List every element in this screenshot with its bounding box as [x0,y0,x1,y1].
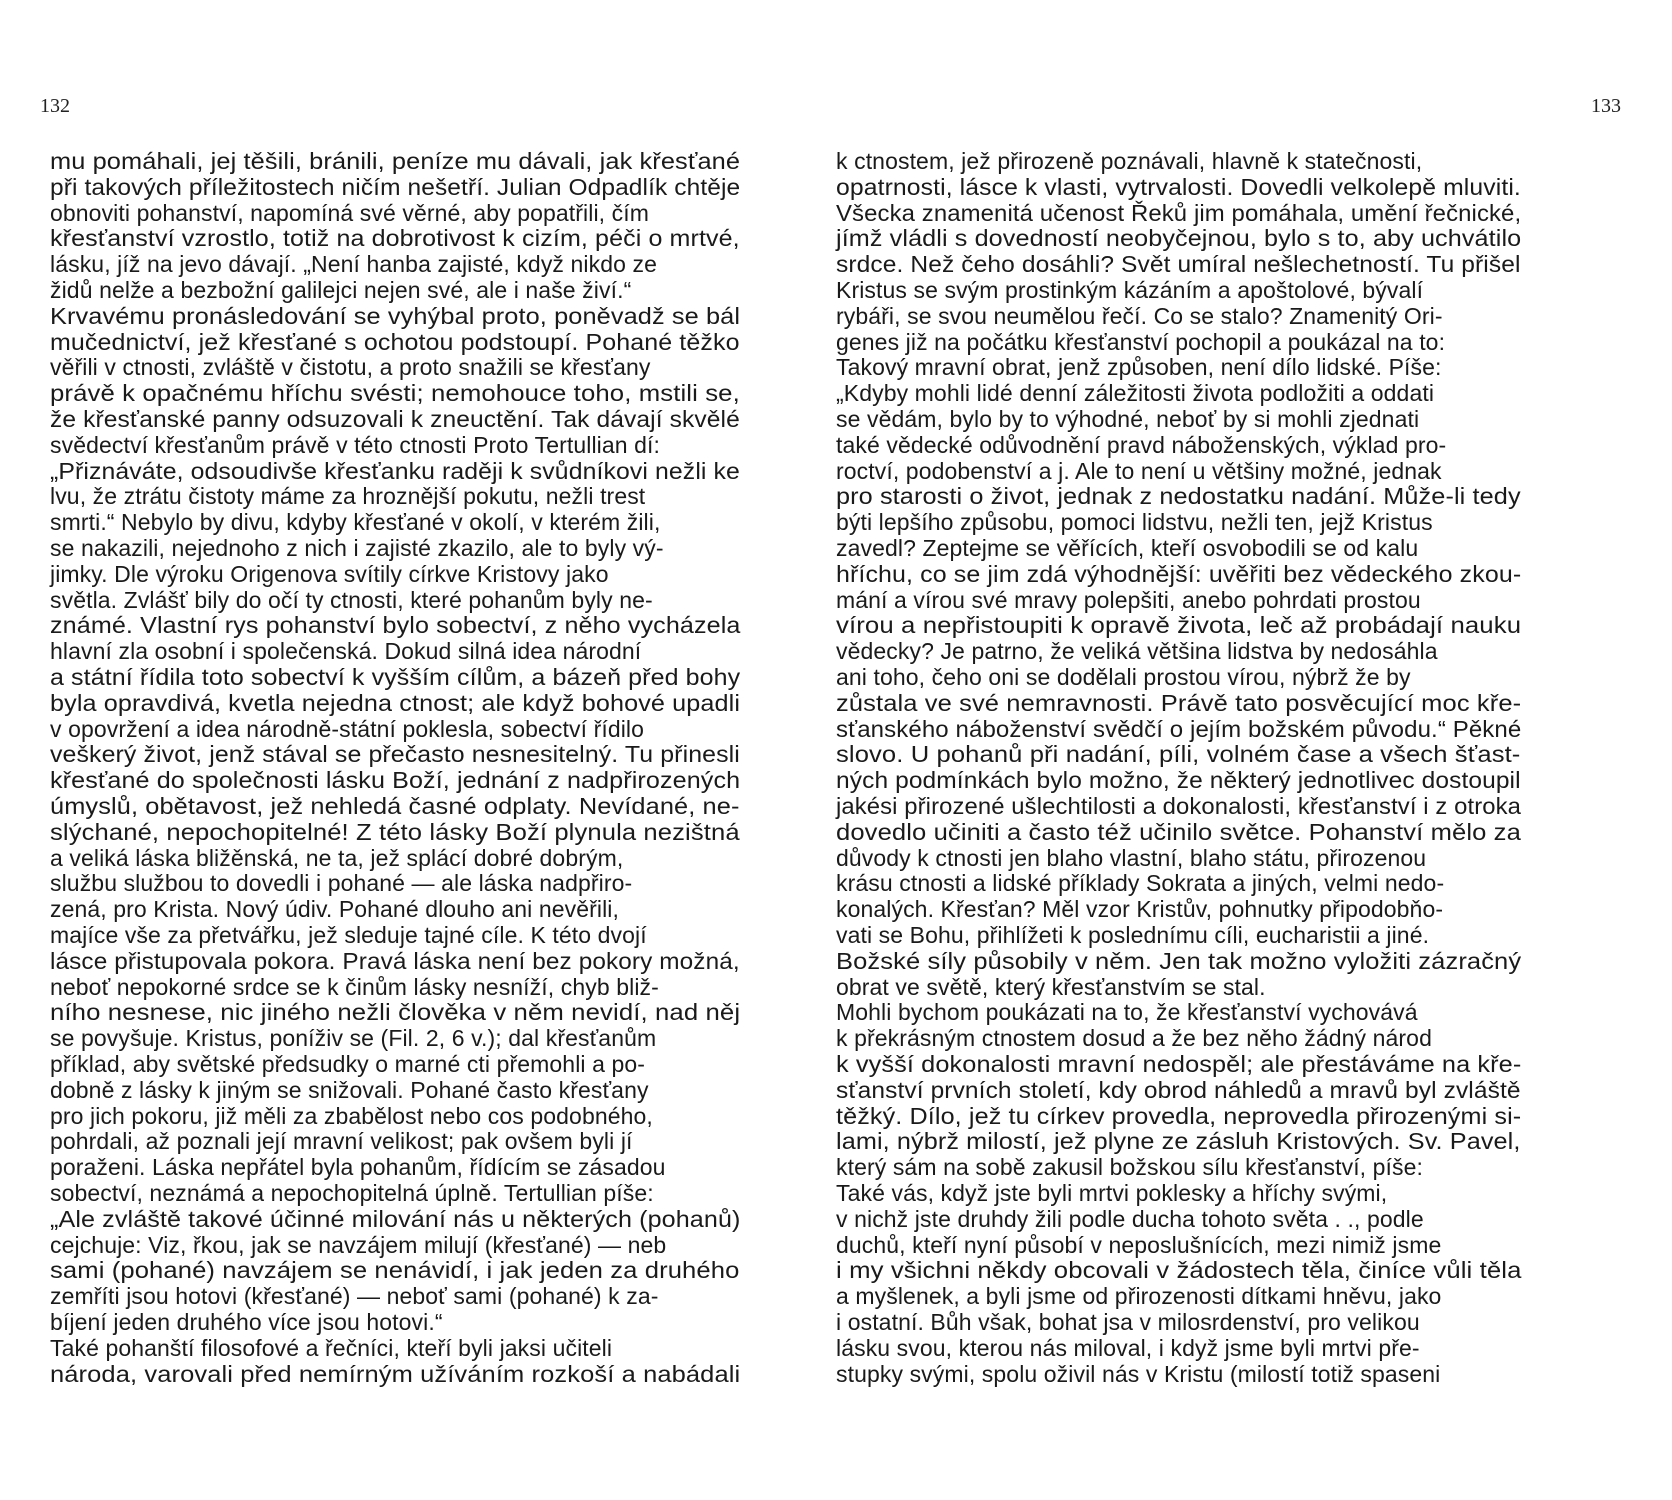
text-line: „Ale zvláště takové účinné milování nás u některých (pohanů) [50,1205,741,1232]
text-line: veškerý život, jenž stával se přečasto nesnesitelný. Tu přinesli [50,741,740,768]
text-line: a státní řídila toto sobectví k vyšším cílům, a bázeň před bohy [50,664,741,690]
text-line: světla. Zvlášť bily do očí ty ctnosti, které pohanům byly ne- [50,586,653,613]
text-line: v nichž jste druhdy žili podle ducha tohoto světa . ., podle [836,1205,1424,1232]
text-line: lásku svou, kterou nás miloval, i když jsme byli mrtvi pře- [836,1334,1420,1361]
text-line: lvu, že ztrátu čistoty máme za hroznější pokutu, nežli trest [50,483,646,510]
text-line: vírou a nepřistoupiti k opravě života, leč až probádají nauku [836,612,1522,639]
text-line: smrti.“ Nebylo by divu, kdyby křesťané v okolí, v kterém žili, [50,509,661,536]
text-line: sobectví, neznámá a nepochopitelná úplně. Tertullian píše: [50,1180,654,1206]
text-line: mučednictví, jež křesťané s ochotou podstoupí. Pohané těžko [50,328,740,355]
text-line: příklad, aby světské předsudky o marné cti přemohli a po- [50,1051,646,1077]
text-line: Mohli bychom poukázati na to, že křesťanství vychovává [836,999,1418,1026]
text-line: mu pomáhali, jej těšili, bránili, peníze mu dávali, jak křesťané [50,148,741,174]
text-line: dovedlo učiniti a často též učinilo světce. Pohanství mělo za [836,818,1521,845]
text-line: srdce. Než čeho dosáhli? Svět umíral nešlechetností. Tu přišel [836,251,1521,278]
text-line: lami, nýbrž milostí, jež plyne ze zásluh Kristových. Sv. Pavel, [836,1128,1521,1155]
text-line: i my všichni někdy obcovali v žádostech těla, činíce vůli těla [836,1257,1522,1284]
text-line: rybáři, se svou neumělou řečí. Co se stalo? Znamenitý Ori- [836,302,1443,329]
text-line: Také vás, když jste byli mrtvi poklesky a hříchy svými, [836,1180,1388,1206]
text-line: krásu ctnosti a lidské příklady Sokrata a jiných, velmi nedo- [836,870,1445,897]
text-line: pro starosti o život, jednak z nedostatku nadání. Může-li tedy [836,483,1521,510]
text-line: Krvavému pronásledování se vyhýbal proto, poněvadž se bál [50,302,741,329]
text-line: že křesťanské panny odsuzovali k zneuctění. Tak dávají skvělé [50,406,740,432]
page-number: 133 [1591,95,1621,117]
text-line: zemříti jsou hotovi (křesťané) — neboť sami (pohané) k za- [50,1283,659,1310]
left-page [0,0,780,1500]
text-line: jimky. Dle výroku Origenova svítily církve Kristovy jako [50,560,609,587]
text-line: Božské síly působily v něm. Jen tak možno vyložiti zázračný [836,947,1522,974]
text-line: národa, varovali před nemírným užíváním rozkoší a nabádali [50,1360,741,1387]
text-line: opatrnosti, lásce k vlasti, vytrvalosti. Dovedli velkolepě mluviti. [836,173,1521,200]
text-line: těžký. Dílo, jež tu církev provedla, neprovedla přirozenými si- [836,1102,1522,1129]
text-line: sami (pohané) navzájem se nenávidí, i jak jeden za druhého [50,1257,740,1284]
text-line: k překrásným ctnostem dosud a že bez něho žádný národ [836,1025,1432,1052]
text-line: důvody k ctnosti jen blaho vlastní, blaho státu, přirozenou [836,844,1427,871]
text-line: jakési přirozené ušlechtilosti a dokonalosti, křesťanství i z otroka [836,793,1522,819]
text-line: obnoviti pohanství, napomíná své věrné, aby popatřili, čím [50,199,650,226]
text-line: se nakazili, nejednoho z nich i zajisté zkazilo, ale to byly vý- [50,535,664,561]
text-line: vati se Bohu, přihlížeti k poslednímu cíli, eucharistii a jiné. [836,922,1430,948]
text-line: slovo. U pohanů při nadání, píli, volném čase a všech šťast- [836,741,1521,768]
text-line: hříchu, co se jim zdá výhodnější: uvěřiti bez vědeckého zkou- [836,560,1522,587]
text-line: hlavní zla osobní i společenská. Dokud silná idea národní [50,638,642,665]
text-line: ního nesnese, nic jiného nežli člověka v něm nevidí, nad něj [50,999,741,1026]
text-line: zená, pro Krista. Nový údiv. Pohané dlouho ani nevěřili, [50,896,619,923]
text-line: sťanského náboženství svědčí o jejím božském původu.“ Pěkné [836,715,1522,742]
text-line: zavedl? Zeptejme se věřících, kteří osvobodili se od kalu [836,535,1419,561]
text-line: a myšlenek, a byli jsme od přirozenosti dítkami hněvu, jako [836,1283,1442,1310]
text-line: v opovržení a idea národně-státní poklesla, sobectví řídilo [50,715,645,742]
text-line: úmyslů, obětavost, jež nehledá časné odplaty. Nevídané, ne- [50,793,740,819]
text-line: vědecky? Je patrno, že veliká většina lidstva by nedosáhla [836,638,1438,665]
text-line: zůstala ve své nemravnosti. Právě tato posvěcující moc kře- [836,689,1522,716]
text-line: pro jich pokoru, již měli za zbabělost nebo cos podobného, [50,1102,653,1129]
text-line: genes již na počátku křesťanství pochopil a poukázal na to: [836,328,1446,355]
text-line: svědectví křesťanům právě v této ctnosti Proto Tertullian dí: [50,431,661,458]
text-line: který sám na sobě zakusil božskou sílu křesťanství, píše: [836,1154,1424,1181]
text-line: pohrdali, až poznali její mravní velikost; pak ovšem byli jí [50,1128,633,1155]
text-line: a veliká láska bližěnská, ne ta, jež splácí dobré dobrým, [50,844,624,871]
text-line: při takových příležitostech ničím nešetří. Julian Odpadlík chtěje [50,173,741,200]
text-line: Všecka znamenitá učenost Řeků jim pomáhala, umění řečnické, [836,199,1522,226]
text-line: cejchuje: Viz, řkou, jak se navzájem milují (křesťané) — neb [50,1231,667,1258]
text-line: právě k opačnému hříchu svésti; nemohouce toho, mstili se, [50,380,740,407]
text-line: Takový mravní obrat, jenž způsoben, není dílo lidské. Píše: [836,354,1442,381]
text-line: křesťané do společnosti lásku Boží, jednání z nadpřirozených [50,767,741,794]
text-line: býti lepšího způsobu, pomoci lidstvu, nežli ten, jejž Kristus [836,509,1433,536]
text-line: ani toho, čeho oni se dodělali prostou vírou, nýbrž že by [836,664,1411,690]
text-line: sťanství prvních století, kdy obrod náhledů a mravů byl zvláště [836,1076,1521,1103]
page-number: 132 [40,95,70,117]
text-line: k ctnostem, jež přirozeně poznávali, hlavně k statečnosti, [836,148,1423,174]
text-line: mání a vírou své mravy polepšiti, anebo pohrdati prostou [836,586,1421,613]
text-line: se povyšuje. Kristus, poníživ se (Fil. 2, 6 v.); dal křesťanům [50,1025,657,1052]
text-line: lásce přistupovala pokora. Pravá láska není bez pokory možná, [50,947,740,974]
text-line: také vědecké odůvodnění pravd náboženských, výklad pro- [836,431,1447,458]
text-line: konalých. Křesťan? Měl vzor Kristův, pohnutky připodobňo- [836,896,1444,923]
text-line: „Přiznáváte, odsoudivše křesťanku raději k svůdníkovi nežli ke [50,457,740,484]
text-line: majíce vše za přetvářku, jež sleduje tajné cíle. K této dvojí [50,922,647,948]
text-line: službu službou to dovedli i pohané — ale láska nadpřiro- [50,870,633,897]
text-line: slýchané, nepochopitelné! Z této lásky Boží plynula nezištná [50,818,740,845]
text-line: jímž vládli s dovedností neobyčejnou, bylo s to, aby uchvátilo [836,225,1522,252]
text-line: duchů, kteří nyní působí v neposlušnících, mezi nimiž jsme [836,1231,1442,1258]
text-line: dobně z lásky k jiným se snižovali. Pohané často křesťany [50,1076,649,1103]
text-line: Také pohanští filosofové a řečníci, kteří byli jaksi učiteli [50,1334,613,1361]
text-line: bíjení jeden druhého více jsou hotovi.“ [50,1309,443,1335]
text-line: stupky svými, spolu oživil nás v Kristu (milostí totiž spaseni [836,1360,1441,1387]
text-line: „Kdyby mohli lidé denní záležitosti života podložiti a oddati [836,380,1435,407]
text-line: neboť nepokorné srdce se k činům lásky nesníží, chyb bliž- [50,973,659,1000]
text-line: k vyšší dokonalosti mravní nedospěl; ale přestáváme na kře- [836,1051,1522,1077]
text-line: známé. Vlastní rys pohanství bylo sobectví, z něho vycházela [50,612,741,639]
text-line: Kristus se svým prostinkým kázáním a apoštolové, bývalí [836,277,1424,303]
text-line: se vědám, bylo by to výhodné, neboť by si mohli zjednati [836,406,1420,432]
text-line: židů nelže a bezbožní galilejci nejen své, ale i naše živí.“ [50,277,632,303]
text-line: křesťanství vzrostlo, totiž na dobrotivost k cizím, péči o mrtvé, [50,225,740,252]
text-line: obrat ve světě, který křesťanstvím se stal. [836,973,1266,1000]
text-line: roctví, podobenství a j. Ale to není u většiny možné, jednak [836,457,1442,484]
text-line: poraženi. Láska nepřátel byla pohanům, řídícím se zásadou [50,1154,666,1181]
text-line: lásku, jíž na jevo dávají. „Není hanba zajisté, když nikdo ze [50,251,657,278]
text-line: i ostatní. Bůh však, bohat jsa v milosrdenství, pro velikou [836,1309,1420,1335]
right-page [836,0,1621,1500]
text-line: věřili v ctnosti, zvláště v čistotu, a proto snažili se křesťany [50,354,651,381]
text-line: ných podmínkách bylo možno, že některý jednotlivec dostoupil [836,767,1521,794]
text-line: byla opravdivá, kvetla nejedna ctnost; ale když bohové upadli [50,689,741,716]
